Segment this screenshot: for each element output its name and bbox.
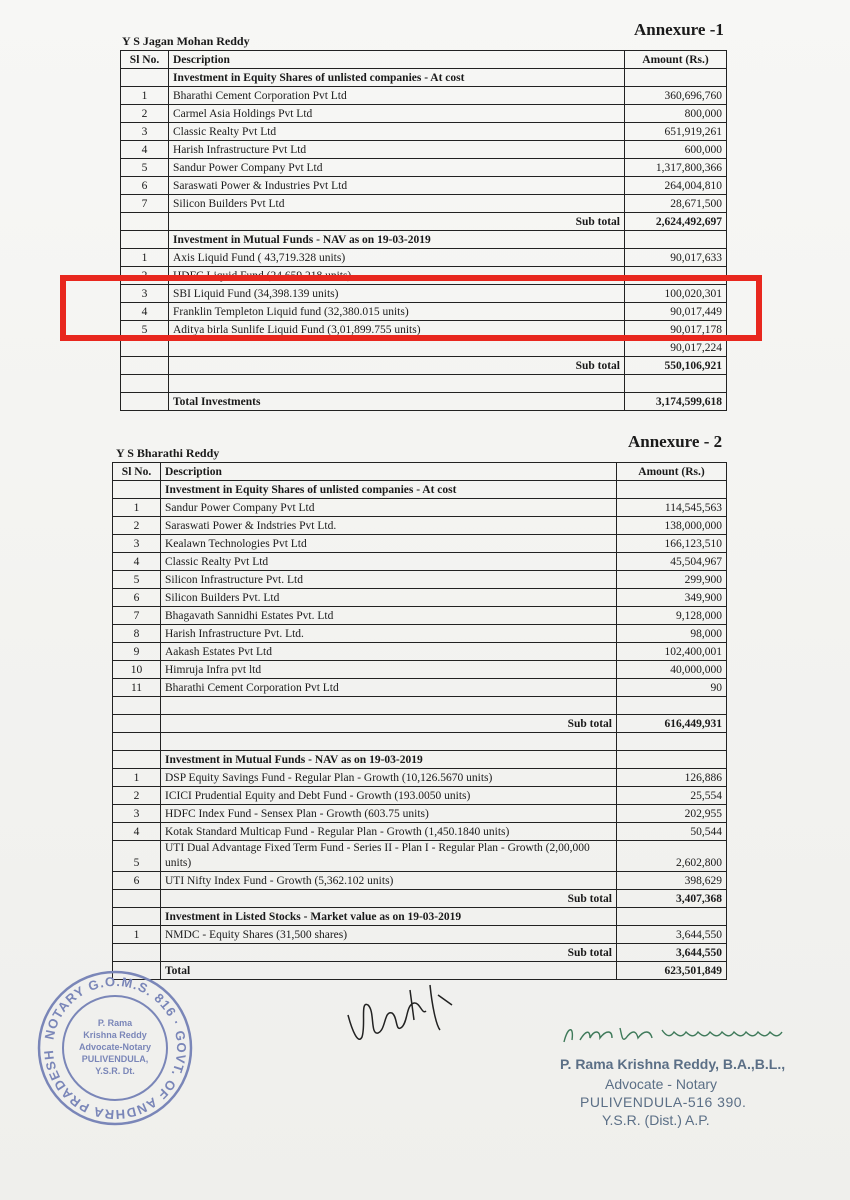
row-sl: 1: [113, 769, 161, 787]
mf-heading: Investment in Mutual Funds - NAV as on 19-03-2019: [161, 751, 617, 769]
row-desc: Silicon Infrastructure Pvt. Ltd: [161, 571, 617, 589]
row-amount: 90,017,633: [625, 249, 727, 267]
row-sl: 6: [113, 872, 161, 890]
row-desc: Aditya birla Sunlife Liquid Fund (3,01,899.755 units): [169, 321, 625, 339]
table-row: [113, 589, 727, 607]
table-row: [121, 177, 727, 195]
subtotal-label: Sub total: [169, 213, 625, 231]
row-amount: 138,000,000: [617, 517, 727, 535]
table-header: [113, 463, 727, 481]
row-sl: 5: [113, 571, 161, 589]
row-desc: Bharathi Cement Corporation Pvt Ltd: [169, 87, 625, 105]
table-row: [113, 769, 727, 787]
spacer-row: [121, 375, 727, 393]
stamp-ring-text: NOTARY G.O.M.S. 816 · GOVT. OF ANDHRA PRADESH: [40, 973, 190, 1123]
table-row: [113, 553, 727, 571]
section-row: [113, 751, 727, 769]
row-desc: Sandur Power Company Pvt Ltd: [169, 159, 625, 177]
row-sl: 11: [113, 679, 161, 697]
table-row: [121, 123, 727, 141]
annexure-1-title: Annexure -1: [634, 20, 724, 39]
stamp-line: Krishna Reddy: [83, 1030, 147, 1040]
notary-district: Y.S.R. (Dist.) A.P.: [602, 1112, 710, 1128]
row-sl: 5: [113, 841, 161, 872]
row-amount: 98,000: [617, 625, 727, 643]
row-amount: 3,644,550: [617, 926, 727, 944]
row-sl: 2: [121, 267, 169, 285]
annexure-2-title: Annexure - 2: [628, 432, 723, 451]
header-desc: Description: [161, 463, 617, 481]
equity-heading: Investment in Equity Shares of unlisted companies - At cost: [169, 69, 625, 87]
row-desc: Classic Realty Pvt Ltd: [161, 553, 617, 571]
row-sl: 2: [121, 105, 169, 123]
row-sl: [121, 339, 169, 357]
row-sl: 8: [113, 625, 161, 643]
row-amount: 349,900: [617, 589, 727, 607]
row-desc: Bhagavath Sannidhi Estates Pvt. Ltd: [161, 607, 617, 625]
row-amount: 90,017,224: [625, 339, 727, 357]
subtotal-row: [121, 357, 727, 375]
table-row: [113, 571, 727, 589]
subtotal-label: Sub total: [161, 890, 617, 908]
row-desc: Harish Infrastructure Pvt. Ltd.: [161, 625, 617, 643]
spacer-row: [113, 733, 727, 751]
notary-role: Advocate - Notary: [605, 1076, 718, 1092]
row-sl: 3: [113, 805, 161, 823]
table-row: [113, 926, 727, 944]
row-sl: 5: [121, 159, 169, 177]
row-amount: 299,900: [617, 571, 727, 589]
table-row: [113, 841, 727, 872]
row-desc: ICICI Prudential Equity and Debt Fund - Growth (193.0050 units): [161, 787, 617, 805]
total-row: [121, 393, 727, 411]
header-sl: Sl No.: [113, 463, 161, 481]
table-row: [121, 105, 727, 123]
row-desc: Himruja Infra pvt ltd: [161, 661, 617, 679]
table-row: [121, 339, 727, 357]
row-sl: 4: [113, 553, 161, 571]
row-sl: 1: [121, 87, 169, 105]
row-sl: 4: [113, 823, 161, 841]
row-desc: Carmel Asia Holdings Pvt Ltd: [169, 105, 625, 123]
row-amount: 25,554: [617, 787, 727, 805]
row-amount: 90,017,178: [625, 321, 727, 339]
row-amount: 166,123,510: [617, 535, 727, 553]
row-desc: Bharathi Cement Corporation Pvt Ltd: [161, 679, 617, 697]
notary-place: PULIVENDULA-516 390.: [580, 1094, 747, 1110]
row-amount: 1,317,800,366: [625, 159, 727, 177]
row-desc: Saraswati Power & Industries Pvt Ltd: [169, 177, 625, 195]
table-row: [121, 159, 727, 177]
row-desc: Harish Infrastructure Pvt Ltd: [169, 141, 625, 159]
subtotal-value: 550,106,921: [625, 357, 727, 375]
section-row: [113, 908, 727, 926]
stamp-line: Advocate-Notary: [78, 1042, 152, 1052]
header-sl: Sl No.: [121, 51, 169, 69]
total-value: 623,501,849: [617, 962, 727, 980]
row-desc: Kotak Standard Multicap Fund - Regular Plan - Growth (1,450.1840 units): [161, 823, 617, 841]
row-sl: 10: [113, 661, 161, 679]
table-row: [121, 141, 727, 159]
row-amount: 90: [617, 679, 727, 697]
subtotal-label: Sub total: [161, 944, 617, 962]
row-amount: 9,128,000: [617, 607, 727, 625]
annexure-2-person: Y S Bharathi Reddy: [116, 446, 220, 460]
spacer-row: [113, 697, 727, 715]
subtotal-label: Sub total: [161, 715, 617, 733]
total-value: 3,174,599,618: [625, 393, 727, 411]
row-desc: UTI Dual Advantage Fixed Term Fund - Series II - Plan I - Regular Plan - Growth (2,00,000 units): [161, 841, 617, 872]
row-desc: Saraswati Power & Indstries Pvt Ltd.: [161, 517, 617, 535]
row-sl: 3: [121, 123, 169, 141]
subtotal-value: 616,449,931: [617, 715, 727, 733]
table-row: [113, 805, 727, 823]
subtotal-value: 2,624,492,697: [625, 213, 727, 231]
header-amount: Amount (Rs.): [617, 463, 727, 481]
table-row: [121, 87, 727, 105]
table-row: [113, 872, 727, 890]
subtotal-value: 3,407,368: [617, 890, 727, 908]
red-highlight-box: [60, 275, 762, 341]
row-amount: 800,000: [625, 105, 727, 123]
row-sl: 1: [113, 499, 161, 517]
equity-heading: Investment in Equity Shares of unlisted companies - At cost: [161, 481, 617, 499]
row-desc: Silicon Builders Pvt. Ltd: [161, 589, 617, 607]
row-amount: 600,000: [625, 141, 727, 159]
table-row: [113, 679, 727, 697]
table-header: [121, 51, 727, 69]
row-amount: 264,004,810: [625, 177, 727, 195]
mf-heading: Investment in Mutual Funds - NAV as on 19-03-2019: [169, 231, 625, 249]
row-sl: 4: [121, 303, 169, 321]
subtotal-row: [121, 213, 727, 231]
row-desc: Sandur Power Company Pvt Ltd: [161, 499, 617, 517]
table-row: [113, 823, 727, 841]
subtotal-label: Sub total: [169, 357, 625, 375]
row-amount: 398,629: [617, 872, 727, 890]
row-desc: Silicon Builders Pvt Ltd: [169, 195, 625, 213]
stamp-line: PULIVENDULA,: [81, 1054, 149, 1064]
table-row: [113, 499, 727, 517]
subtotal-value: 3,644,550: [617, 944, 727, 962]
total-label: Total Investments: [169, 393, 625, 411]
signature-mark: [340, 975, 470, 1055]
table-row: [113, 607, 727, 625]
total-label: Total: [161, 962, 617, 980]
section-row: [113, 481, 727, 499]
row-desc: HDFC Index Fund - Sensex Plan - Growth (603.75 units): [161, 805, 617, 823]
section-row: [121, 69, 727, 87]
row-sl: 3: [113, 535, 161, 553]
row-sl: 6: [113, 589, 161, 607]
subtotal-row: [113, 890, 727, 908]
row-sl: 7: [121, 195, 169, 213]
row-amount: 45,504,967: [617, 553, 727, 571]
row-desc: Franklin Templeton Liquid fund (32,380.015 units): [169, 303, 625, 321]
row-amount: 360,696,760: [625, 87, 727, 105]
row-desc: Kealawn Technologies Pvt Ltd: [161, 535, 617, 553]
header-amount: Amount (Rs.): [625, 51, 727, 69]
row-amount: 102,400,001: [617, 643, 727, 661]
row-amount: 2,602,800: [617, 841, 727, 872]
row-sl: 1: [113, 926, 161, 944]
stocks-heading: Investment in Listed Stocks - Market value as on 19-03-2019: [161, 908, 617, 926]
row-sl: 6: [121, 177, 169, 195]
annexure-1-table: [120, 50, 727, 411]
notary-stamp: [35, 968, 195, 1128]
row-amount: 651,919,261: [625, 123, 727, 141]
table-row: [113, 787, 727, 805]
table-row: [113, 643, 727, 661]
annexure-1-person: Y S Jagan Mohan Reddy: [122, 34, 250, 48]
row-desc: Axis Liquid Fund ( 43,719.328 units): [169, 249, 625, 267]
stamp-line: Y.S.R. Dt.: [95, 1066, 135, 1076]
table-row: [113, 625, 727, 643]
row-desc: [169, 339, 625, 357]
section-row: [121, 231, 727, 249]
row-sl: 9: [113, 643, 161, 661]
row-sl: 4: [121, 141, 169, 159]
table-row: [113, 661, 727, 679]
table-row: [121, 195, 727, 213]
row-amount: 114,545,563: [617, 499, 727, 517]
row-desc: Aakash Estates Pvt Ltd: [161, 643, 617, 661]
header-desc: Description: [169, 51, 625, 69]
row-amount: 28,671,500: [625, 195, 727, 213]
notary-block: [560, 1020, 785, 1128]
row-amount: 40,000,000: [617, 661, 727, 679]
row-amount: 50,544: [617, 823, 727, 841]
row-sl: 2: [113, 787, 161, 805]
row-desc: Classic Realty Pvt Ltd: [169, 123, 625, 141]
row-amount: 90,017,449: [625, 303, 727, 321]
row-sl: 2: [113, 517, 161, 535]
subtotal-row: [113, 944, 727, 962]
row-sl: 3: [121, 285, 169, 303]
row-desc: SBI Liquid Fund (34,398.139 units): [169, 285, 625, 303]
row-desc: HDFC Liquid Fund (24,659.218 units): [169, 267, 625, 285]
row-desc: NMDC - Equity Shares (31,500 shares): [161, 926, 617, 944]
row-amount: 126,886: [617, 769, 727, 787]
row-desc: UTI Nifty Index Fund - Growth (5,362.102 units): [161, 872, 617, 890]
row-sl: 5: [121, 321, 169, 339]
row-sl: 7: [113, 607, 161, 625]
table-row: [113, 535, 727, 553]
row-sl: 1: [121, 249, 169, 267]
notary-name: P. Rama Krishna Reddy, B.A.,B.L.,: [560, 1056, 786, 1072]
row-amount: 202,955: [617, 805, 727, 823]
stamp-line: P. Rama: [97, 1018, 133, 1028]
table-row: [121, 249, 727, 267]
subtotal-row: [113, 715, 727, 733]
table-row: [113, 517, 727, 535]
row-desc: DSP Equity Savings Fund - Regular Plan - Growth (10,126.5670 units): [161, 769, 617, 787]
annexure-2-table: [112, 462, 727, 980]
row-amount: 100,020,301: [625, 285, 727, 303]
